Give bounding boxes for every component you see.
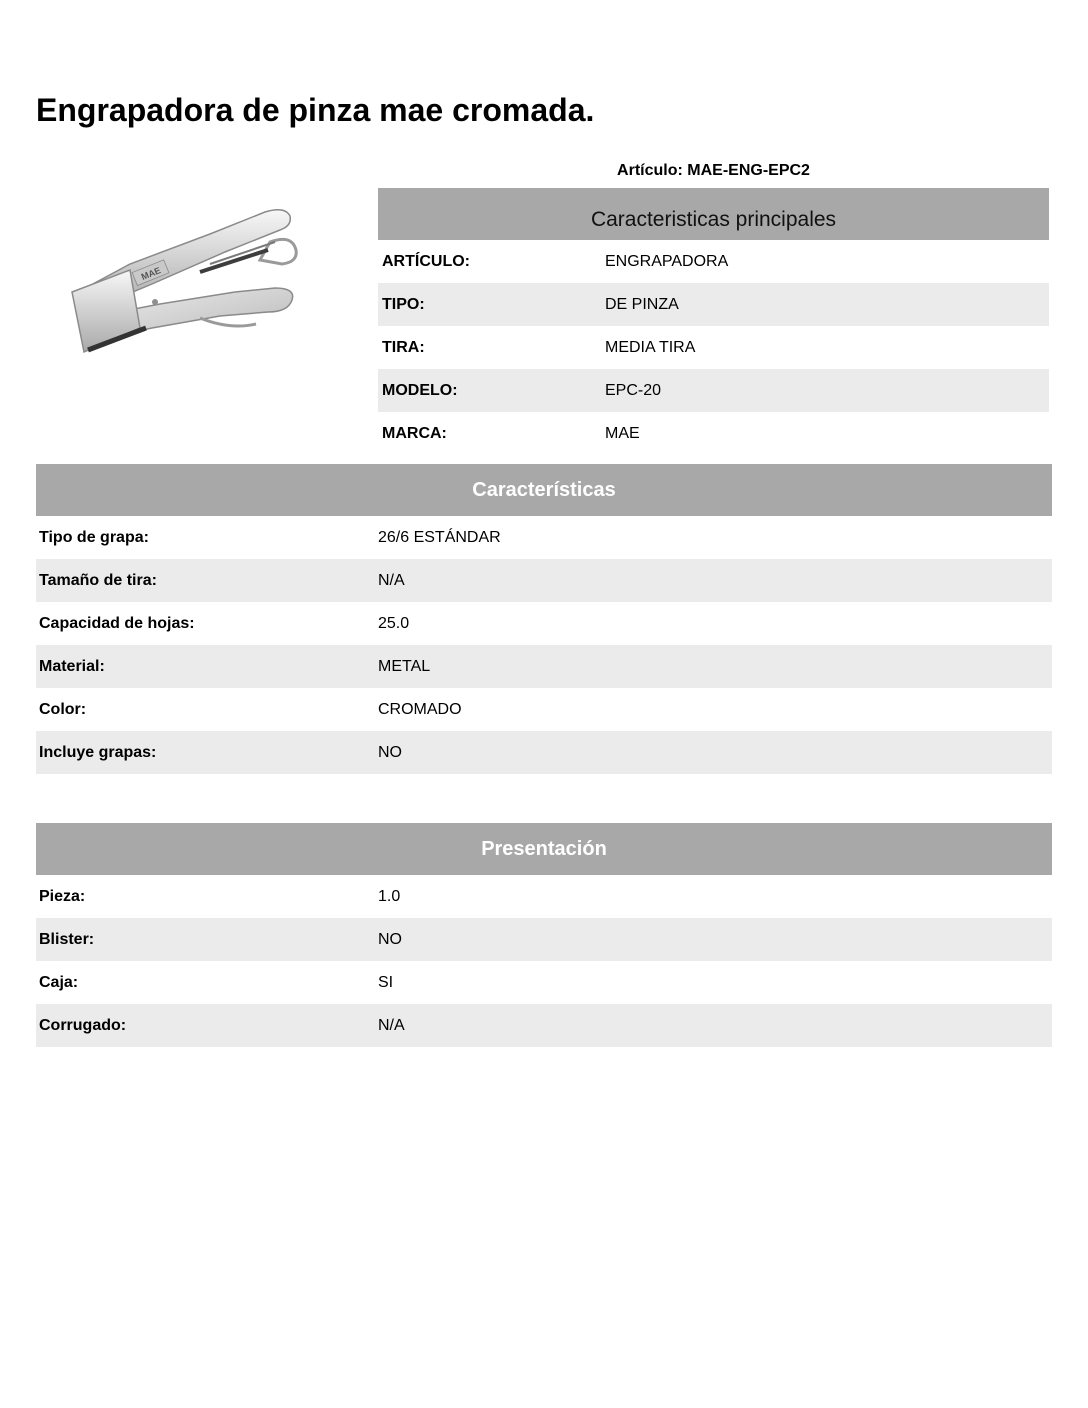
row-value: MEDIA TIRA <box>605 338 696 356</box>
row-value: 25.0 <box>378 614 410 632</box>
row-label: Blister: <box>39 930 95 948</box>
row-label: TIRA: <box>382 338 425 356</box>
row-label: Caja: <box>39 973 79 991</box>
row-label: Pieza: <box>39 887 86 905</box>
main-row-tipo <box>378 283 1049 326</box>
row-label: MODELO: <box>382 381 458 399</box>
row-value: MAE <box>605 424 640 442</box>
row-label: Incluye grapas: <box>39 743 157 761</box>
main-row-modelo <box>378 369 1049 412</box>
row-value: NO <box>378 930 402 948</box>
features-row-tamano-de-tira <box>36 559 1052 602</box>
presentation-section <box>36 823 1052 1047</box>
presentation-row-corrugado <box>36 1004 1052 1047</box>
main-row-marca <box>378 412 1049 455</box>
main-characteristics-header: Caracteristicas principales <box>378 188 1049 240</box>
row-value: CROMADO <box>378 700 462 718</box>
article-code: Artículo: MAE-ENG-EPC2 <box>617 162 810 179</box>
features-header: Características <box>36 464 1052 516</box>
row-value: DE PINZA <box>605 295 679 313</box>
row-label: ARTÍCULO: <box>382 252 470 270</box>
row-label: Tamaño de tira: <box>39 571 157 589</box>
row-value: EPC-20 <box>605 381 662 399</box>
presentation-row-blister <box>36 918 1052 961</box>
presentation-header: Presentación <box>36 823 1052 875</box>
row-label: MARCA: <box>382 424 447 442</box>
row-value: NO <box>378 743 402 761</box>
row-label: Tipo de grapa: <box>39 528 149 546</box>
row-value: 1.0 <box>378 887 401 905</box>
stapler-image <box>60 200 310 380</box>
row-value: ENGRAPADORA <box>605 252 729 270</box>
row-label: Material: <box>39 657 105 675</box>
presentation-row-caja <box>36 961 1052 1004</box>
features-row-material <box>36 645 1052 688</box>
features-row-tipo-de-grapa <box>36 516 1052 559</box>
row-label: Capacidad de hojas: <box>39 614 195 632</box>
features-row-incluye-grapas <box>36 731 1052 774</box>
presentation-row-pieza <box>36 875 1052 918</box>
row-label: Color: <box>39 700 87 718</box>
row-value: SI <box>378 973 394 991</box>
main-row-articulo <box>378 240 1049 283</box>
row-label: TIPO: <box>382 295 425 313</box>
main-row-tira <box>378 326 1049 369</box>
stapler-icon <box>60 200 310 380</box>
page-title: Engrapadora de pinza mae cromada. <box>36 92 595 128</box>
row-value: METAL <box>378 657 431 675</box>
row-value: N/A <box>378 1016 405 1034</box>
features-section <box>36 464 1052 774</box>
row-label: Corrugado: <box>39 1016 127 1034</box>
main-characteristics-panel <box>378 188 1049 455</box>
row-value: N/A <box>378 571 405 589</box>
svg-text:MAE: MAE <box>139 265 163 283</box>
features-row-capacidad-de-hojas <box>36 602 1052 645</box>
features-row-color <box>36 688 1052 731</box>
row-value: 26/6 ESTÁNDAR <box>378 528 501 546</box>
